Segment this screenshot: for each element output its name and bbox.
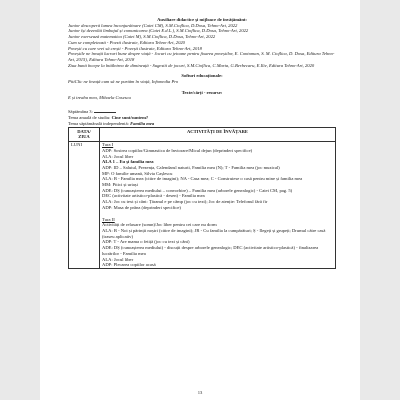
software-heading: Softuri educaționale: (181, 73, 223, 79)
activity-line: ADE: DȘ (cunoașterea mediului) - discuții despre arborele genealogic; DEC (activitate artistico-plastică) - finalizarea lucrărilor - Familia mea (102, 245, 319, 256)
activity-line: ADP: Sosirea copiilor/Gimnastica de înviorare/Micul dejun (deprinderi specifice) (102, 147, 253, 153)
weekly-theme-line (68, 121, 336, 127)
activity-line: ADP: ID – Salutul, Prezența, Calendarul naturii, Familia mea (N); T - Familia mea (joc muzical) (102, 164, 280, 170)
tura-1-lines (102, 148, 333, 211)
aids-item: Poveștile ne învață lucruri bune despre viață - Jocuri cu jetoane pentru fixarea poveștilor, E. Contoman, S. M. Cioflica, D. Dosa, Editura Tehno-Art, 2015), Editura Tehno-Art, 2018 (68, 51, 335, 62)
texts-section (68, 90, 336, 101)
activity-line: ALA: B - Familia mea (citire de imagini); NA - Casa mea; C - Construiese o casă pentru mine și familia mea (102, 176, 303, 182)
activities-table (68, 127, 336, 269)
activities-cell (100, 141, 336, 269)
annual-theme-value: Cine sunt/suntem? (111, 114, 149, 120)
page-content (68, 17, 336, 269)
activity-line: MM: Pitici și uriași (102, 182, 138, 188)
table-header-row (69, 128, 336, 141)
texts-heading: Texte/cărți - resurse: (181, 89, 223, 95)
date-day-header: DATA/ ZIUA (69, 128, 100, 141)
activity-line: ADP: T - Are mama o fetiță (joc cu text și cânt) (102, 239, 190, 245)
activity-line: ALA 1 – Eu și familia mea (102, 159, 154, 165)
week-info (68, 109, 336, 126)
activity-line: ALA: Jocul liber (102, 256, 134, 262)
tura-2-lines (102, 222, 333, 268)
week-blank (94, 109, 116, 113)
page-number: 13 (197, 390, 203, 395)
aids-item: Junior exersează matematica (Caiet M), S.M.Cioflica, D.Dosa, Tehno-Art, 2022 (68, 34, 216, 40)
document-page (40, 0, 360, 400)
aids-item: Povești cu care vrei să crești - Povești ilustrate, Editura Tehno-Art, 2018 (68, 45, 202, 51)
activity-line: ALA: Joc cu text și cânt: Țăranul e pe câmp (joc cu text); Joc de atenție: Telefonul fără fir (102, 199, 268, 205)
activity-line: ADP: Masa de prânz (deprinderi specifice) (102, 204, 181, 210)
activity-line: ADE: DȘ (cunoașterea mediului – convorbire) – Familia mea (arborele genealogic) - Caiet CM, pag. 5) (102, 187, 293, 193)
activity-line: DEC (activitate artistico-plastică - desen) - Familia mea (102, 193, 205, 199)
aids-item: Junior își dezvoltă limbajul și comunicarea (Caiet E.d.L.), S.M.Cioflica, D.Dosa, Tehno-Art, 2022 (68, 28, 249, 34)
table-row (69, 141, 336, 269)
activity-line: Activități de relaxare (somn)/Joc liber pentru cei care nu dorm (102, 222, 217, 228)
weekly-theme-label: Tema săptămânală independentă: (68, 120, 129, 126)
activities-header: ACTIVITĂȚI DE ÎNVĂȚARE (100, 128, 336, 141)
activity-line: ALA: Jocul liber (102, 153, 134, 159)
software-section (68, 73, 336, 84)
tura-1-label: Tura I (102, 142, 114, 148)
week-label: Săptămâna 3: (68, 109, 93, 115)
day-cell: LUNI (69, 141, 100, 269)
software-item: PitiClic ne învață cum să ne purtăm în viață, Infomedia Pro (68, 79, 179, 85)
weekly-theme-value: Familia mea (130, 120, 155, 126)
activity-line: ALA: B - Noi și părinții noștri (citire de imagini); JR - Cu familia la cumpărături; Ș - Ilegeți și grupeți; Drumul către casă (traseu aplicativ) (102, 228, 326, 239)
aids-item: Junior descoperă lumea înconjurătoare (Caiet CM), S.M.Cioflica, D.Dosa, Tehno-Art, 2022 (68, 22, 238, 28)
aids-item: Cum se completează - Poezii ilustrate, Editura Tehno-Art, 2020 (68, 39, 185, 45)
texts-item: E și treaba mea, Mihaela Cosescu (68, 95, 131, 101)
tura-2-label: Tura II (102, 216, 115, 222)
activity-line: MP: O familie umană, Silvia Cașlescu (102, 170, 173, 176)
annual-theme-label: Tema anuală de studiu: (68, 114, 111, 120)
aids-section (68, 17, 336, 68)
aids-item: Ziua bună începe la întâlnirea de dimineață - Sugestii de jocuri, S.M.Cioflica, C.Marta, G.Berbecaru, E.Ilie, Editura Tehno-Art, 2020 (68, 62, 315, 68)
aids-heading: Auxiliare didactice și mijloace de învățământ: (157, 17, 247, 22)
activity-line: ADP: Plecarea copiilor acasă (102, 262, 156, 268)
